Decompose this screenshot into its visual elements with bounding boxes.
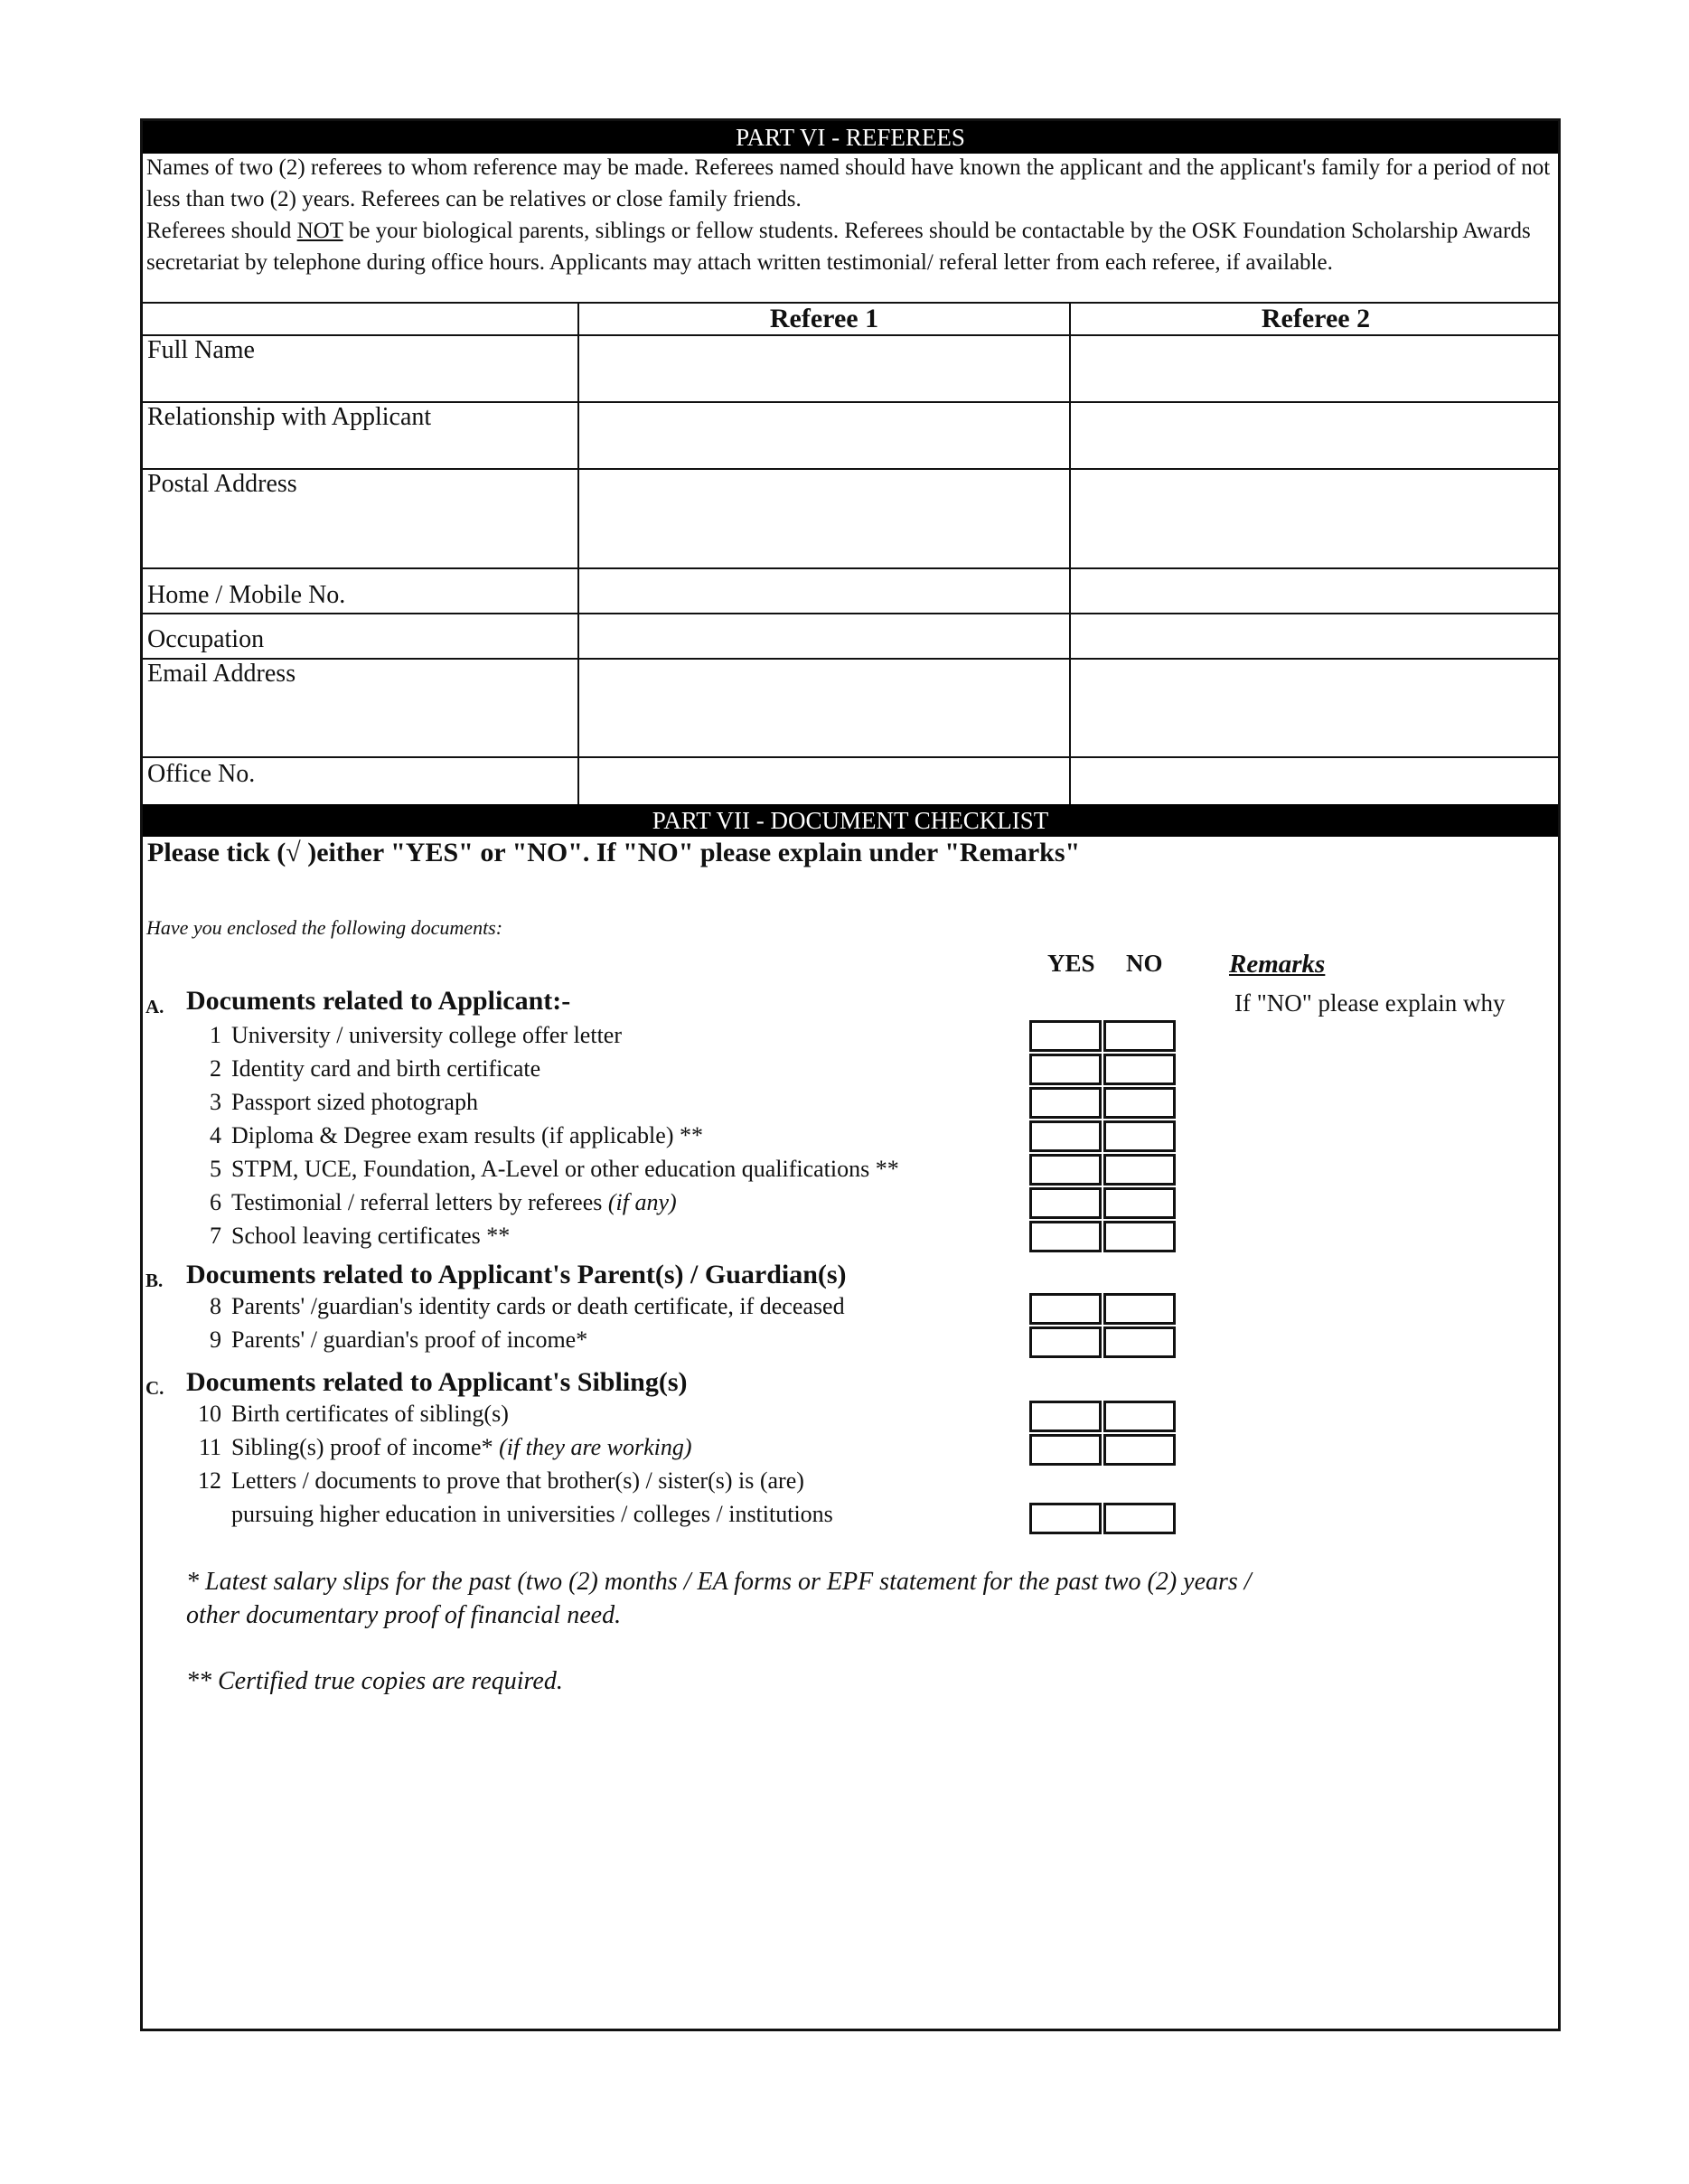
checklist-item-text: Parents' /guardian's identity cards or death certificate, if deceased — [231, 1293, 845, 1319]
item-number: 2 — [210, 1055, 221, 1082]
checklist-item-text — [231, 1189, 677, 1216]
referee-2-header: Referee 2 — [1261, 304, 1371, 333]
yes-checkbox[interactable] — [1029, 1221, 1102, 1252]
item-number: 12 — [198, 1467, 221, 1494]
section-a-title: Documents related to Applicant:- — [186, 986, 571, 1016]
item-number: 1 — [210, 1022, 221, 1048]
part6-title: PART VI - REFEREES — [143, 121, 1558, 154]
yes-checkbox[interactable] — [1029, 1293, 1102, 1325]
yes-checkbox[interactable] — [1029, 1054, 1102, 1085]
checklist-item-text: School leaving certificates ** — [231, 1223, 511, 1249]
row-label-email: Email Address — [147, 660, 296, 688]
section-a-letter: A. — [145, 996, 164, 1017]
no-checkbox[interactable] — [1103, 1020, 1176, 1052]
section-b-letter: B. — [145, 1270, 164, 1291]
no-checkbox[interactable] — [1103, 1221, 1176, 1252]
item-number: 10 — [198, 1401, 221, 1427]
intro-paragraph-2c: be your biological parents, siblings or fellow students. Referees should be contactable by the OSK Foundation Scholarship Awards secretariat by telephone during office hours. Applicants may attach written testimonial/ referal letter from each referee, if available. — [146, 219, 1531, 275]
yes-column-header: YES — [1047, 950, 1095, 977]
yes-checkbox[interactable] — [1029, 1087, 1102, 1119]
intro-not-emphasis: NOT — [296, 219, 343, 243]
checklist-item-text-continued: pursuing higher education in universities / colleges / institutions — [231, 1501, 833, 1527]
row-label-full-name: Full Name — [147, 336, 255, 364]
intro-paragraph-1: Names of two (2) referees to whom reference may be made. Referees named should have known the applicant and the applicant's family for a period of not less than two (2) years. Referees can be relatives or close family friends. — [146, 155, 1551, 211]
checklist-item-text: Parents' / guardian's proof of income* — [231, 1326, 588, 1353]
row-label-occupation: Occupation — [147, 625, 265, 653]
referee-2-full-name-field[interactable] — [1072, 337, 1560, 400]
no-checkbox[interactable] — [1103, 1120, 1176, 1152]
referee-1-full-name-field[interactable] — [580, 337, 1068, 400]
checklist-item-main: Sibling(s) proof of income* — [231, 1434, 500, 1460]
item-number: 6 — [210, 1189, 221, 1215]
enclosed-question: Have you enclosed the following documents: — [146, 916, 503, 939]
item-number: 4 — [210, 1122, 221, 1148]
yes-checkbox[interactable] — [1029, 1503, 1102, 1534]
table-rule — [143, 756, 1558, 758]
footnote-income-line-2: other documentary proof of financial need. — [186, 1601, 622, 1629]
yes-checkbox[interactable] — [1029, 1120, 1102, 1152]
checklist-item-text: STPM, UCE, Foundation, A-Level or other education qualifications ** — [231, 1156, 899, 1182]
checklist-item-text: Letters / documents to prove that brother(s) / sister(s) is (are) — [231, 1467, 804, 1494]
row-label-phone: Home / Mobile No. — [147, 581, 346, 609]
table-rule — [143, 658, 1558, 660]
yes-checkbox[interactable] — [1029, 1401, 1102, 1432]
no-checkbox[interactable] — [1103, 1503, 1176, 1534]
checklist-item-text: Birth certificates of sibling(s) — [231, 1401, 509, 1427]
no-column-header: NO — [1126, 950, 1163, 977]
checklist-item-text: University / university college offer letter — [231, 1022, 622, 1048]
item-number: 7 — [210, 1223, 221, 1249]
no-checkbox[interactable] — [1103, 1054, 1176, 1085]
tick-instruction: Please tick (√ )either "YES" or "NO". If "NO" please explain under "Remarks" — [147, 838, 1081, 867]
yes-checkbox[interactable] — [1029, 1434, 1102, 1466]
footnote-income-line-1: * Latest salary slips for the past (two (2) months / EA forms or EPF statement for the past two (2) years / — [186, 1568, 1252, 1596]
no-checkbox[interactable] — [1103, 1087, 1176, 1119]
row-label-relationship: Relationship with Applicant — [147, 403, 432, 431]
table-rule — [143, 613, 1558, 614]
section-c-title: Documents related to Applicant's Sibling(s) — [186, 1367, 688, 1397]
row-label-postal-address: Postal Address — [147, 470, 297, 498]
part7-title: PART VII - DOCUMENT CHECKLIST — [143, 804, 1558, 837]
item-number: 3 — [210, 1089, 221, 1115]
table-rule — [143, 334, 1558, 336]
part6-intro — [146, 152, 1552, 278]
item-number: 5 — [210, 1156, 221, 1182]
no-checkbox[interactable] — [1103, 1434, 1176, 1466]
yes-checkbox[interactable] — [1029, 1187, 1102, 1219]
checklist-item-qualifier: (if any) — [607, 1189, 677, 1215]
remarks-header: Remarks — [1229, 950, 1326, 979]
section-c-letter: C. — [145, 1377, 164, 1399]
checklist-item-qualifier: (if they are working) — [499, 1434, 692, 1460]
row-label-office-no: Office No. — [147, 760, 256, 788]
no-checkbox[interactable] — [1103, 1326, 1176, 1358]
intro-paragraph-2a: Referees should — [146, 219, 297, 243]
checklist-item-text: Passport sized photograph — [231, 1089, 478, 1115]
form-frame — [140, 118, 1561, 2031]
no-checkbox[interactable] — [1103, 1293, 1176, 1325]
no-checkbox[interactable] — [1103, 1154, 1176, 1186]
table-rule — [143, 567, 1558, 569]
referee-1-header: Referee 1 — [769, 304, 879, 333]
checklist-item-main: Testimonial / referral letters by referees — [231, 1189, 608, 1215]
footnote-certified: ** Certified true copies are required. — [186, 1667, 563, 1695]
item-number: 8 — [210, 1293, 221, 1319]
checklist-item-text — [231, 1434, 692, 1461]
yes-checkbox[interactable] — [1029, 1154, 1102, 1186]
table-rule — [143, 468, 1558, 470]
yes-checkbox[interactable] — [1029, 1326, 1102, 1358]
yes-checkbox[interactable] — [1029, 1020, 1102, 1052]
no-checkbox[interactable] — [1103, 1187, 1176, 1219]
table-divider — [1069, 302, 1071, 804]
checklist-item-text: Diploma & Degree exam results (if applicable) ** — [231, 1122, 703, 1148]
section-b-title: Documents related to Applicant's Parent(s) / Guardian(s) — [186, 1260, 847, 1289]
table-divider — [577, 302, 579, 804]
item-number: 11 — [198, 1434, 221, 1460]
remarks-note: If "NO" please explain why — [1234, 989, 1506, 1017]
item-number: 9 — [210, 1326, 221, 1353]
checklist-item-text: Identity card and birth certificate — [231, 1055, 541, 1082]
no-checkbox[interactable] — [1103, 1401, 1176, 1432]
